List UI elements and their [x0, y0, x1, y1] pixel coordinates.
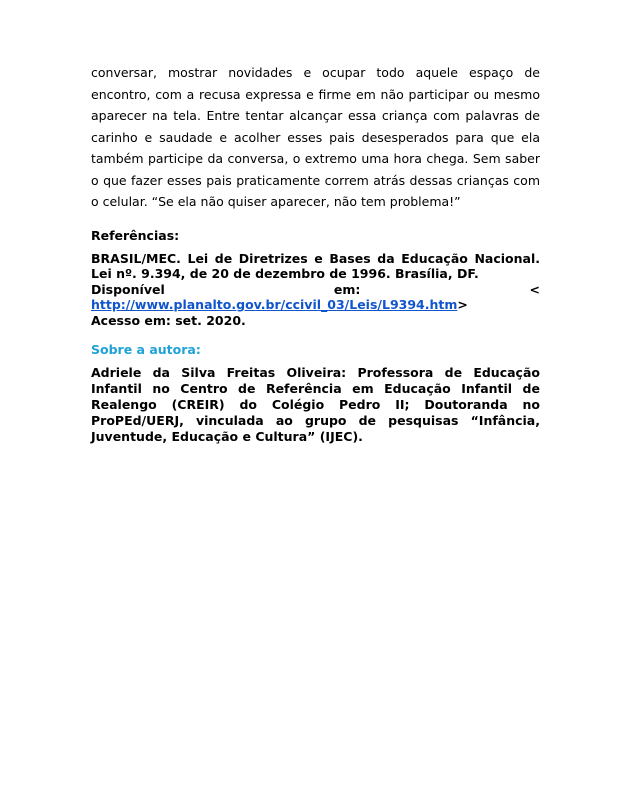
reference-link-line — [91, 297, 540, 313]
reference-link-close: > — [457, 297, 468, 312]
author-heading: Sobre a autora: — [91, 342, 201, 357]
available-em: em: — [333, 281, 361, 297]
reference-availability-line — [91, 282, 540, 298]
references-heading: Referências: — [91, 227, 180, 243]
document-page — [91, 62, 540, 445]
available-label: Disponível — [91, 281, 165, 297]
reference-link[interactable]: http://www.planalto.gov.br/ccivil_03/Leis/L9394.htm — [91, 297, 458, 312]
reference-citation: BRASIL/MEC. Lei de Diretrizes e Bases da Educação Nacional. Lei nº. 9.394, de 20 de dezembro de 1996. Brasília, DF. — [91, 250, 540, 281]
body-paragraph: conversar, mostrar novidades e ocupar todo aquele espaço de encontro, com a recusa expressa e firme em não participar ou mesmo aparecer na tela. Entre tentar alcançar essa criança com palavras de carinho e saudade e acolher esses pais desesperados para que ela também participe da conversa, o extremo uma hora chega. Sem saber o que fazer esses pais praticamente correm atrás dessas crianças com o celular. “Se ela não quiser aparecer, não tem problema!” — [91, 65, 540, 209]
reference-entry — [91, 251, 540, 329]
author-bio: Adriele da Silva Freitas Oliveira: Professora de Educação Infantil no Centro de Referência em Educação Infantil de Realengo (CREIR) do Colégio Pedro II; Doutoranda no ProPEd/UERJ, vinculada ao grupo de pesquisas “Infância, Juventude, Educação e Cultura” (IJEC). — [91, 365, 540, 444]
reference-access: Acesso em: set. 2020. — [91, 312, 246, 328]
available-lt: < — [529, 281, 540, 297]
